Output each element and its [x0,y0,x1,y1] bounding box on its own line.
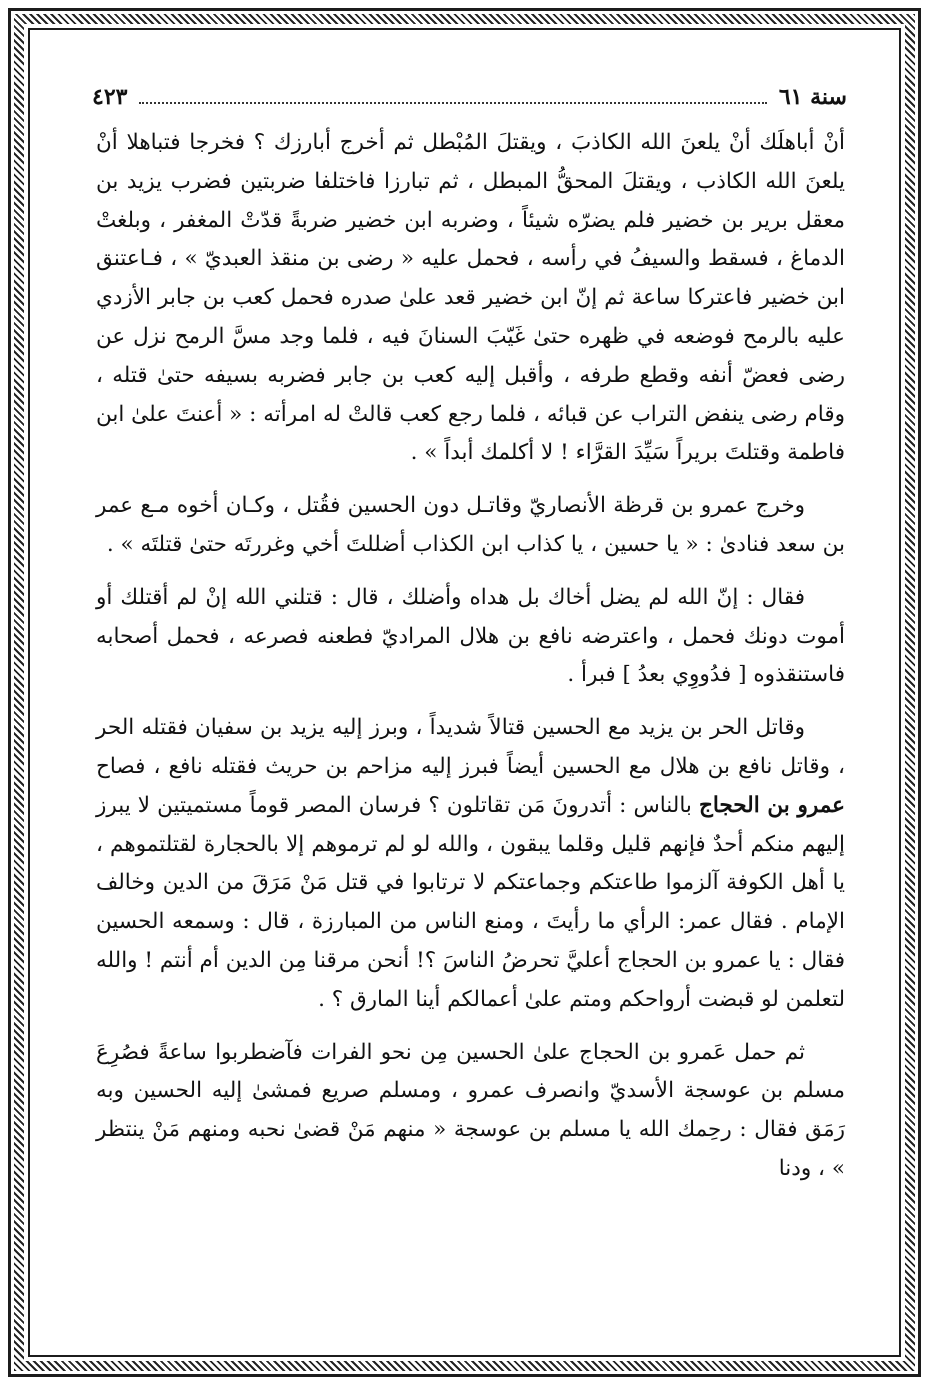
dotted-leader [139,102,766,104]
paragraph-4-text-end: بالناس : أتدرونَ مَن تقاتلون ؟ فرسان المصر قوماً مستميتين لا يبرز إليهم منكم أحدٌ فإنهم قليل وقلما يبقون ، والله لو لم ترموهم إلا بالحجارة لقتلتموهم ، يا أهل الكوفة آلزموا طاعتكم وجماعتكم لا ترتابوا في قتل مَنْ مَرَقَ من الدين وخالف الإمام . فقال عمر: الرأي ما رأيتَ ، ومنع الناس من المبارزة ، قال : وسمعه الحسين فقال : يا عمرو بن الحجاج أعليَّ تحرضُ الناسَ ؟! أنحن مرقنا مِن الدين أم أنتم ! والله لتعلمن لو قبضت أرواحكم ومتم علىٰ أعمالكم أينا المارق ؟ . [96,792,845,1012]
paragraph-4-text-start: وقاتل الحر بن يزيد مع الحسين قتالاً شديداً ، وبرز إليه يزيد بن سفيان فقتله الحر ، وقاتل نافع بن هلال مع الحسين أيضاً فبرز إليه مزاحم بن حريث فقتله نافع ، فصاح [96,715,845,779]
page-header [92,80,847,114]
paragraph-5: ثم حمل عَمرو بن الحجاج علىٰ الحسين مِن نحو الفرات فآضطربوا ساعةً فصُرِعَ مسلم بن عوسجة الأسديّ وانصرف عمرو ، ومسلم صريع فمشىٰ إليه الحسين وبه رَمَق فقال : رحِمك الله يا مسلم بن عوسجة « منهم مَنْ قضىٰ نحبه ومنهم مَنْ ينتظر » ، ودنا [96,1039,845,1181]
page-number: ٤٢٣ [92,84,128,110]
running-title: سنة ٦١ [778,84,847,110]
bold-name-amr-ibn-al-hajjaj: عمرو بن الحجاج [698,792,845,818]
paragraph-4 [96,709,845,1019]
main-text [96,124,845,1203]
paragraph-1: أنْ أباهلَك أنْ يلعنَ الله الكاذبَ ، ويقتلَ المُبْطل ثم أخرج أبارزك ؟ فخرجا فتباهلا أنْ يلعنَ الله الكاذب ، ويقتلَ المحقُّ المبطل ، ثم تبارزا فاختلفا ضربتين فضرب يزيد بن معقل برير بن خضير فلم يضرّه شيئاً ، وضربه ابن خضير ضربةً قدّتْ المغفر ، وبلغتْ الدماغ ، فسقط والسيفُ في رأسه ، فحمل عليه « رضى بن منقذ العبديّ » ، فـاعتنق ابن خضير فاعتركا ساعة ثم إنّ ابن خضير قعد علىٰ صدره فحمل كعب بن جابر الأزدي عليه بالرمح فوضعه في ظهره حتىٰ غَيّبَ السنانَ فيه ، فلما وجد مسَّ الرمح نزل عن رضى فعضّ أنفه وقطع طرفه ، وأقبل إليه كعب بن جابر فضربه بسيفه حتىٰ قتله ، وقام رضى ينفض التراب عن قبائه ، فلما رجع كعب قالتْ له امرأته : « أعنتَ علىٰ ابن فاطمة وقتلتَ بريراً سَيِّدَ القرَّاء ! لا أكلمك أبداً » . [96,130,845,466]
paragraph-3: فقال : إنّ الله لم يضل أخاك بل هداه وأضلك ، قال : قتلني الله إنْ لم أقتلك أو أموت دونك فحمل ، واعترضه نافع بن هلال المراديّ فطعنه فصرعه ، فحمل أصحابه فاستنقذوه [ فدُووِي بعدُ ] فبرأ . [96,584,845,688]
paragraph-2: وخرج عمرو بن قرظة الأنصاريّ وقاتـل دون الحسين فقُتل ، وكـان أخوه مـع عمر بن سعد فنادىٰ : « يا حسين ، يا كذاب ابن الكذاب أضللتَ أخي وغررتَه حتىٰ قتلتَه » . [96,493,845,557]
